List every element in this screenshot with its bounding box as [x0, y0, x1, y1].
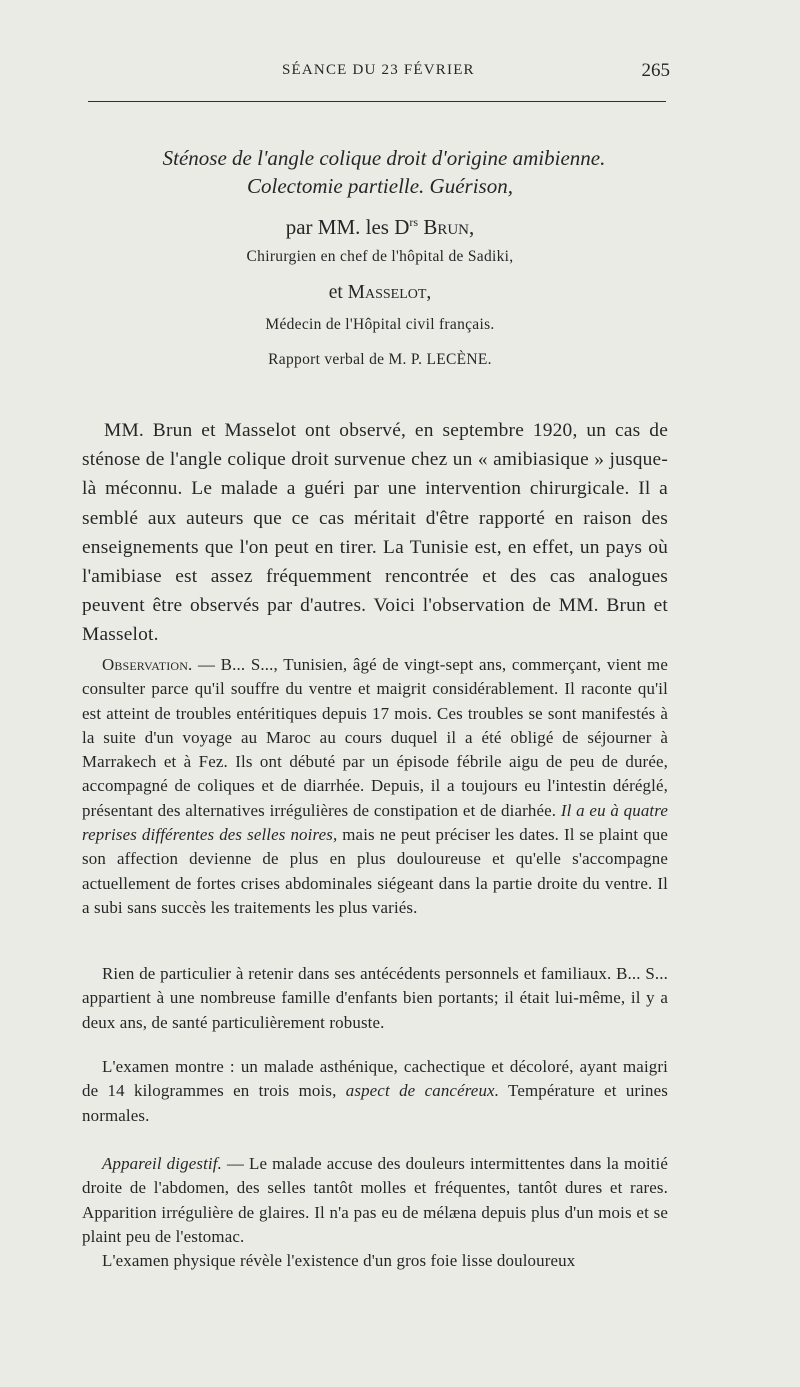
observation-paragraph [82, 653, 668, 920]
byline-prefix: par MM. les D [285, 215, 410, 239]
byline-and: et [328, 282, 343, 303]
examination-text-end: Température et urines normales. [82, 1081, 668, 1125]
digestive-label: Appareil digestif. [102, 1154, 222, 1173]
byline-superscript: rs [409, 215, 419, 229]
article-title-block [0, 145, 760, 369]
examination-text: L'examen montre : un malade asthénique, cachectique et décoloré, ayant maigri de 14 kilogrammes en trois mois, [82, 1057, 668, 1101]
physical-exam-paragraph: L'examen physique révèle l'existence d'un gros foie lisse douloureux [102, 1251, 576, 1270]
page-number: 265 [641, 60, 670, 81]
article-title-line-2: Colectomie partielle. Guérison, [247, 174, 513, 198]
running-title: SÉANCE DU 23 FÉVRIER [282, 62, 475, 78]
observation-italic: Il a eu à quatre reprises différentes des selles noires, [82, 800, 668, 845]
byline-second [0, 282, 760, 304]
observation-text-1: — B... S..., Tunisien, âgé de vingt-sept ans, commerçant, vient me consulter parce qu'il souffre du ventre et maigrit considérablement. Il raconte qu'il est atteint de troubles entéritiques depuis 17 mois. Ces troubles se sont manifestés à la suite d'un voyage au Maroc au cours duquel il a été obligé de séjourner à Marrakech et à Fez. Ils ont débuté par un épisode fébrile aigu de peu de durée, accompagné de coliques et de diarrhée. Depuis, il a toujours eu l'intestin déréglé, présentant des alternatives irrégulières de constipation et de diarhée. [82, 655, 668, 820]
author-2-affiliation: Médecin de l'Hôpital civil français. [265, 316, 495, 333]
header-rule [88, 101, 666, 102]
author-1: Brun, [423, 215, 475, 239]
digestive-paragraph [82, 1152, 668, 1249]
report-line: Rapport verbal de M. P. LECÈNE. [268, 351, 492, 368]
observation-text-2: mais ne peut préciser les dates. Il se plaint que son affection devienne de plus en plus douloureuse et qu'elle s'accompagne actuellement de fortes crises abdominales siégeant dans la partie droite du ventre. Il a subi sans succès les traitements les plus variés. [82, 825, 668, 917]
author-2: Masselot, [347, 282, 432, 303]
antecedents-paragraph: Rien de particulier à retenir dans ses antécédents personnels et familiaux. B... S... appartient à une nombreuse famille d'enfants bien portants; il était lui-même, il y a deux ans, de santé particulièrement robuste. [82, 964, 668, 1032]
intro-paragraph: MM. Brun et Masselot ont observé, en septembre 1920, un cas de sténose de l'angle colique droit survenue chez un « amibiasique » jusque-là méconnu. Le malade a guéri par une intervention chirurgicale. Il a semblé aux auteurs que ce cas méritait d'être rapporté en raison des enseignements que l'on peut en tirer. La Tunisie est, en effet, un pays où l'amibiase est assez fréquemment rencontrée et des cas analogues peuvent être observés par d'autres. Voici l'observation de MM. Brun et Masselot. [82, 420, 668, 646]
running-header [0, 62, 800, 90]
byline [0, 215, 760, 240]
examination-paragraph [82, 1055, 668, 1128]
article-title-line-1: Sténose de l'angle colique droit d'origine amibienne. [162, 146, 606, 170]
digestive-text: — Le malade accuse des douleurs intermittentes dans la moitié droite de l'abdomen, des selles tantôt molles et fréquentes, tantôt dures et rares. Apparition irrégulière de glaires. Il n'a pas eu de mélæna depuis plus d'un mois et se plaint peu de l'estomac. [82, 1154, 669, 1246]
author-1-affiliation: Chirurgien en chef de l'hôpital de Sadiki, [246, 248, 514, 265]
observation-label: Observation. [102, 655, 193, 674]
examination-italic: aspect de cancéreux. [345, 1081, 500, 1101]
